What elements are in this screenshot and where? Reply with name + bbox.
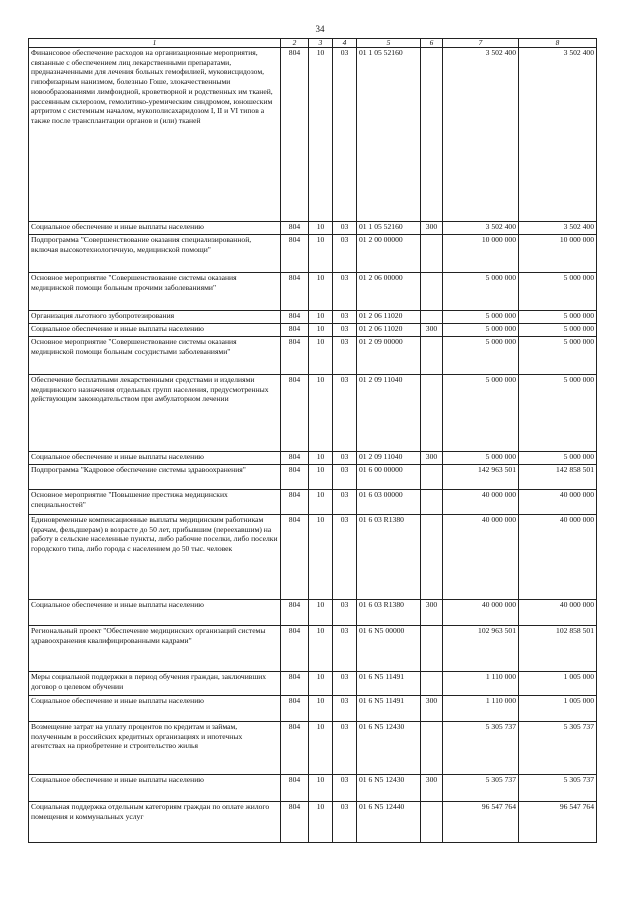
item-name: Социальное обеспечение и иные выплаты населению xyxy=(29,222,281,235)
target-article-code: 01 6 N5 11491 xyxy=(357,696,421,722)
section-code: 10 xyxy=(309,311,333,324)
header-col-2: 2 xyxy=(281,39,309,48)
amount-year-2: 142 858 501 xyxy=(519,465,597,490)
subsection-code: 03 xyxy=(333,600,357,626)
table-row xyxy=(29,515,597,600)
section-code: 10 xyxy=(309,490,333,515)
table-row xyxy=(29,465,597,490)
amount-year-2: 40 000 000 xyxy=(519,515,597,600)
expense-type-code xyxy=(421,235,443,273)
table-row xyxy=(29,672,597,696)
item-name: Финансовое обеспечение расходов на организационные мероприятия, связанные с обеспечением лиц лекарственными препаратами, предназначенными для лечения больных гемофилией, муковисцидозом, гипофизарным нанизмом, болезнью Гоше, злокачественными новообразованиями лимфоидной, кроветворной и родственных им тканей, рассеянным склерозом, гемолитико-уремическим синдромом, юношеским артритом с системным началом, мукополисахаридозом I, II и VI типов а также после трансплантации органов и (или) тканей xyxy=(29,48,281,222)
target-article-code: 01 6 N5 12440 xyxy=(357,802,421,843)
target-article-code: 01 6 00 00000 xyxy=(357,465,421,490)
ministry-code: 804 xyxy=(281,490,309,515)
amount-year-1: 96 547 764 xyxy=(443,802,519,843)
expense-type-code xyxy=(421,515,443,600)
amount-year-1: 142 963 501 xyxy=(443,465,519,490)
item-name: Обеспечение бесплатными лекарственными средствами и изделиями медицинского назначения отдельных групп населения, предусмотренных действующим законодательством при амбулаторном лечении xyxy=(29,375,281,452)
section-code: 10 xyxy=(309,452,333,465)
item-name: Возмещение затрат на уплату процентов по кредитам и займам, полученным в российских кредитных организациях и ипотечных агентствах на приобретение и строительство жилья xyxy=(29,722,281,775)
subsection-code: 03 xyxy=(333,324,357,337)
item-name: Социальная поддержка отдельным категориям граждан по оплате жилого помещения и коммунальных услуг xyxy=(29,802,281,843)
target-article-code: 01 6 N5 12430 xyxy=(357,722,421,775)
section-code: 10 xyxy=(309,324,333,337)
item-name: Социальное обеспечение и иные выплаты населению xyxy=(29,600,281,626)
expense-type-code: 300 xyxy=(421,775,443,802)
table-row xyxy=(29,324,597,337)
amount-year-1: 10 000 000 xyxy=(443,235,519,273)
amount-year-2: 3 502 400 xyxy=(519,222,597,235)
amount-year-2: 40 000 000 xyxy=(519,600,597,626)
table-row xyxy=(29,375,597,452)
target-article-code: 01 6 03 R1380 xyxy=(357,600,421,626)
target-article-code: 01 2 09 11040 xyxy=(357,452,421,465)
section-code: 10 xyxy=(309,600,333,626)
item-name: Подпрограмма "Совершенствование оказания специализированной, включая высокотехнологичную, медицинской помощи" xyxy=(29,235,281,273)
amount-year-1: 5 000 000 xyxy=(443,311,519,324)
ministry-code: 804 xyxy=(281,775,309,802)
subsection-code: 03 xyxy=(333,626,357,672)
subsection-code: 03 xyxy=(333,465,357,490)
section-code: 10 xyxy=(309,273,333,311)
target-article-code: 01 6 03 R1380 xyxy=(357,515,421,600)
item-name: Меры социальной поддержки в период обучения граждан, заключивших договор о целевом обучении xyxy=(29,672,281,696)
target-article-code: 01 6 03 00000 xyxy=(357,490,421,515)
target-article-code: 01 2 09 00000 xyxy=(357,337,421,375)
amount-year-1: 40 000 000 xyxy=(443,490,519,515)
ministry-code: 804 xyxy=(281,696,309,722)
subsection-code: 03 xyxy=(333,452,357,465)
amount-year-2: 5 000 000 xyxy=(519,337,597,375)
subsection-code: 03 xyxy=(333,375,357,452)
header-col-5: 5 xyxy=(357,39,421,48)
amount-year-2: 5 000 000 xyxy=(519,273,597,311)
subsection-code: 03 xyxy=(333,672,357,696)
amount-year-2: 10 000 000 xyxy=(519,235,597,273)
table-row xyxy=(29,452,597,465)
amount-year-2: 1 005 000 xyxy=(519,696,597,722)
ministry-code: 804 xyxy=(281,273,309,311)
ministry-code: 804 xyxy=(281,311,309,324)
amount-year-1: 5 000 000 xyxy=(443,324,519,337)
subsection-code: 03 xyxy=(333,273,357,311)
header-col-6: 6 xyxy=(421,39,443,48)
amount-year-1: 5 000 000 xyxy=(443,452,519,465)
ministry-code: 804 xyxy=(281,600,309,626)
budget-table xyxy=(28,38,597,843)
item-name: Организация льготного зубопротезирования xyxy=(29,311,281,324)
ministry-code: 804 xyxy=(281,802,309,843)
expense-type-code xyxy=(421,375,443,452)
subsection-code: 03 xyxy=(333,515,357,600)
amount-year-2: 102 858 501 xyxy=(519,626,597,672)
amount-year-1: 5 305 737 xyxy=(443,775,519,802)
table-row xyxy=(29,273,597,311)
section-code: 10 xyxy=(309,48,333,222)
item-name: Региональный проект "Обеспечение медицинских организаций системы здравоохранения квалифицированными кадрами" xyxy=(29,626,281,672)
section-code: 10 xyxy=(309,626,333,672)
expense-type-code: 300 xyxy=(421,600,443,626)
expense-type-code xyxy=(421,337,443,375)
table-row xyxy=(29,775,597,802)
section-code: 10 xyxy=(309,235,333,273)
item-name: Единовременные компенсационные выплаты медицинским работникам (врачам, фельдшерам) в возрасте до 50 лет, прибывшим (переехавшим) на работу в сельские населенные пункты, либо рабочие поселки, либо поселки городского типа, либо города с населением до 50 тыс. человек xyxy=(29,515,281,600)
target-article-code: 01 2 00 00000 xyxy=(357,235,421,273)
amount-year-1: 5 305 737 xyxy=(443,722,519,775)
ministry-code: 804 xyxy=(281,515,309,600)
header-col-1: 1 xyxy=(29,39,281,48)
section-code: 10 xyxy=(309,775,333,802)
header-col-8: 8 xyxy=(519,39,597,48)
table-header-row xyxy=(29,39,597,48)
table-row xyxy=(29,235,597,273)
header-col-7: 7 xyxy=(443,39,519,48)
item-name: Социальное обеспечение и иные выплаты населению xyxy=(29,696,281,722)
target-article-code: 01 6 N5 11491 xyxy=(357,672,421,696)
subsection-code: 03 xyxy=(333,775,357,802)
expense-type-code xyxy=(421,722,443,775)
item-name: Основное мероприятие "Повышение престижа медицинских специальностей" xyxy=(29,490,281,515)
section-code: 10 xyxy=(309,696,333,722)
target-article-code: 01 2 09 11040 xyxy=(357,375,421,452)
expense-type-code xyxy=(421,273,443,311)
expense-type-code xyxy=(421,48,443,222)
expense-type-code: 300 xyxy=(421,696,443,722)
amount-year-1: 5 000 000 xyxy=(443,375,519,452)
item-name: Социальное обеспечение и иные выплаты населению xyxy=(29,324,281,337)
subsection-code: 03 xyxy=(333,222,357,235)
table-row xyxy=(29,722,597,775)
item-name: Социальное обеспечение и иные выплаты населению xyxy=(29,452,281,465)
amount-year-1: 40 000 000 xyxy=(443,515,519,600)
subsection-code: 03 xyxy=(333,235,357,273)
ministry-code: 804 xyxy=(281,222,309,235)
target-article-code: 01 2 06 11020 xyxy=(357,311,421,324)
amount-year-2: 1 005 000 xyxy=(519,672,597,696)
section-code: 10 xyxy=(309,465,333,490)
item-name: Основное мероприятие "Совершенствование системы оказания медицинской помощи больным сосудистыми заболеваниями" xyxy=(29,337,281,375)
amount-year-2: 3 502 400 xyxy=(519,48,597,222)
table-row xyxy=(29,802,597,843)
table-row xyxy=(29,48,597,222)
ministry-code: 804 xyxy=(281,672,309,696)
ministry-code: 804 xyxy=(281,375,309,452)
target-article-code: 01 2 06 00000 xyxy=(357,273,421,311)
ministry-code: 804 xyxy=(281,465,309,490)
subsection-code: 03 xyxy=(333,722,357,775)
subsection-code: 03 xyxy=(333,48,357,222)
expense-type-code xyxy=(421,465,443,490)
expense-type-code xyxy=(421,672,443,696)
target-article-code: 01 1 05 52160 xyxy=(357,222,421,235)
ministry-code: 804 xyxy=(281,235,309,273)
table-row xyxy=(29,311,597,324)
amount-year-2: 5 000 000 xyxy=(519,324,597,337)
section-code: 10 xyxy=(309,802,333,843)
table-row xyxy=(29,222,597,235)
ministry-code: 804 xyxy=(281,452,309,465)
amount-year-2: 5 305 737 xyxy=(519,775,597,802)
amount-year-1: 102 963 501 xyxy=(443,626,519,672)
ministry-code: 804 xyxy=(281,324,309,337)
amount-year-2: 5 305 737 xyxy=(519,722,597,775)
section-code: 10 xyxy=(309,515,333,600)
expense-type-code xyxy=(421,311,443,324)
amount-year-2: 5 000 000 xyxy=(519,452,597,465)
table-row xyxy=(29,696,597,722)
target-article-code: 01 6 N5 00000 xyxy=(357,626,421,672)
amount-year-1: 5 000 000 xyxy=(443,337,519,375)
amount-year-1: 1 110 000 xyxy=(443,672,519,696)
amount-year-1: 5 000 000 xyxy=(443,273,519,311)
table-row xyxy=(29,337,597,375)
expense-type-code xyxy=(421,626,443,672)
subsection-code: 03 xyxy=(333,337,357,375)
ministry-code: 804 xyxy=(281,337,309,375)
amount-year-1: 1 110 000 xyxy=(443,696,519,722)
section-code: 10 xyxy=(309,672,333,696)
section-code: 10 xyxy=(309,222,333,235)
expense-type-code: 300 xyxy=(421,222,443,235)
amount-year-2: 5 000 000 xyxy=(519,375,597,452)
amount-year-1: 3 502 400 xyxy=(443,222,519,235)
amount-year-2: 5 000 000 xyxy=(519,311,597,324)
section-code: 10 xyxy=(309,722,333,775)
item-name: Подпрограмма "Кадровое обеспечение системы здравоохранения" xyxy=(29,465,281,490)
expense-type-code xyxy=(421,802,443,843)
expense-type-code xyxy=(421,490,443,515)
table-row xyxy=(29,600,597,626)
subsection-code: 03 xyxy=(333,696,357,722)
item-name: Основное мероприятие "Совершенствование системы оказания медицинской помощи больным прочими заболеваниями" xyxy=(29,273,281,311)
amount-year-1: 40 000 000 xyxy=(443,600,519,626)
amount-year-2: 40 000 000 xyxy=(519,490,597,515)
header-col-3: 3 xyxy=(309,39,333,48)
target-article-code: 01 2 06 11020 xyxy=(357,324,421,337)
subsection-code: 03 xyxy=(333,802,357,843)
table-row xyxy=(29,626,597,672)
expense-type-code: 300 xyxy=(421,324,443,337)
table-row xyxy=(29,490,597,515)
section-code: 10 xyxy=(309,337,333,375)
subsection-code: 03 xyxy=(333,311,357,324)
ministry-code: 804 xyxy=(281,48,309,222)
amount-year-2: 96 547 764 xyxy=(519,802,597,843)
page-number: 34 xyxy=(315,24,325,34)
section-code: 10 xyxy=(309,375,333,452)
amount-year-1: 3 502 400 xyxy=(443,48,519,222)
ministry-code: 804 xyxy=(281,626,309,672)
subsection-code: 03 xyxy=(333,490,357,515)
ministry-code: 804 xyxy=(281,722,309,775)
item-name: Социальное обеспечение и иные выплаты населению xyxy=(29,775,281,802)
target-article-code: 01 6 N5 12430 xyxy=(357,775,421,802)
expense-type-code: 300 xyxy=(421,452,443,465)
target-article-code: 01 1 05 52160 xyxy=(357,48,421,222)
header-col-4: 4 xyxy=(333,39,357,48)
